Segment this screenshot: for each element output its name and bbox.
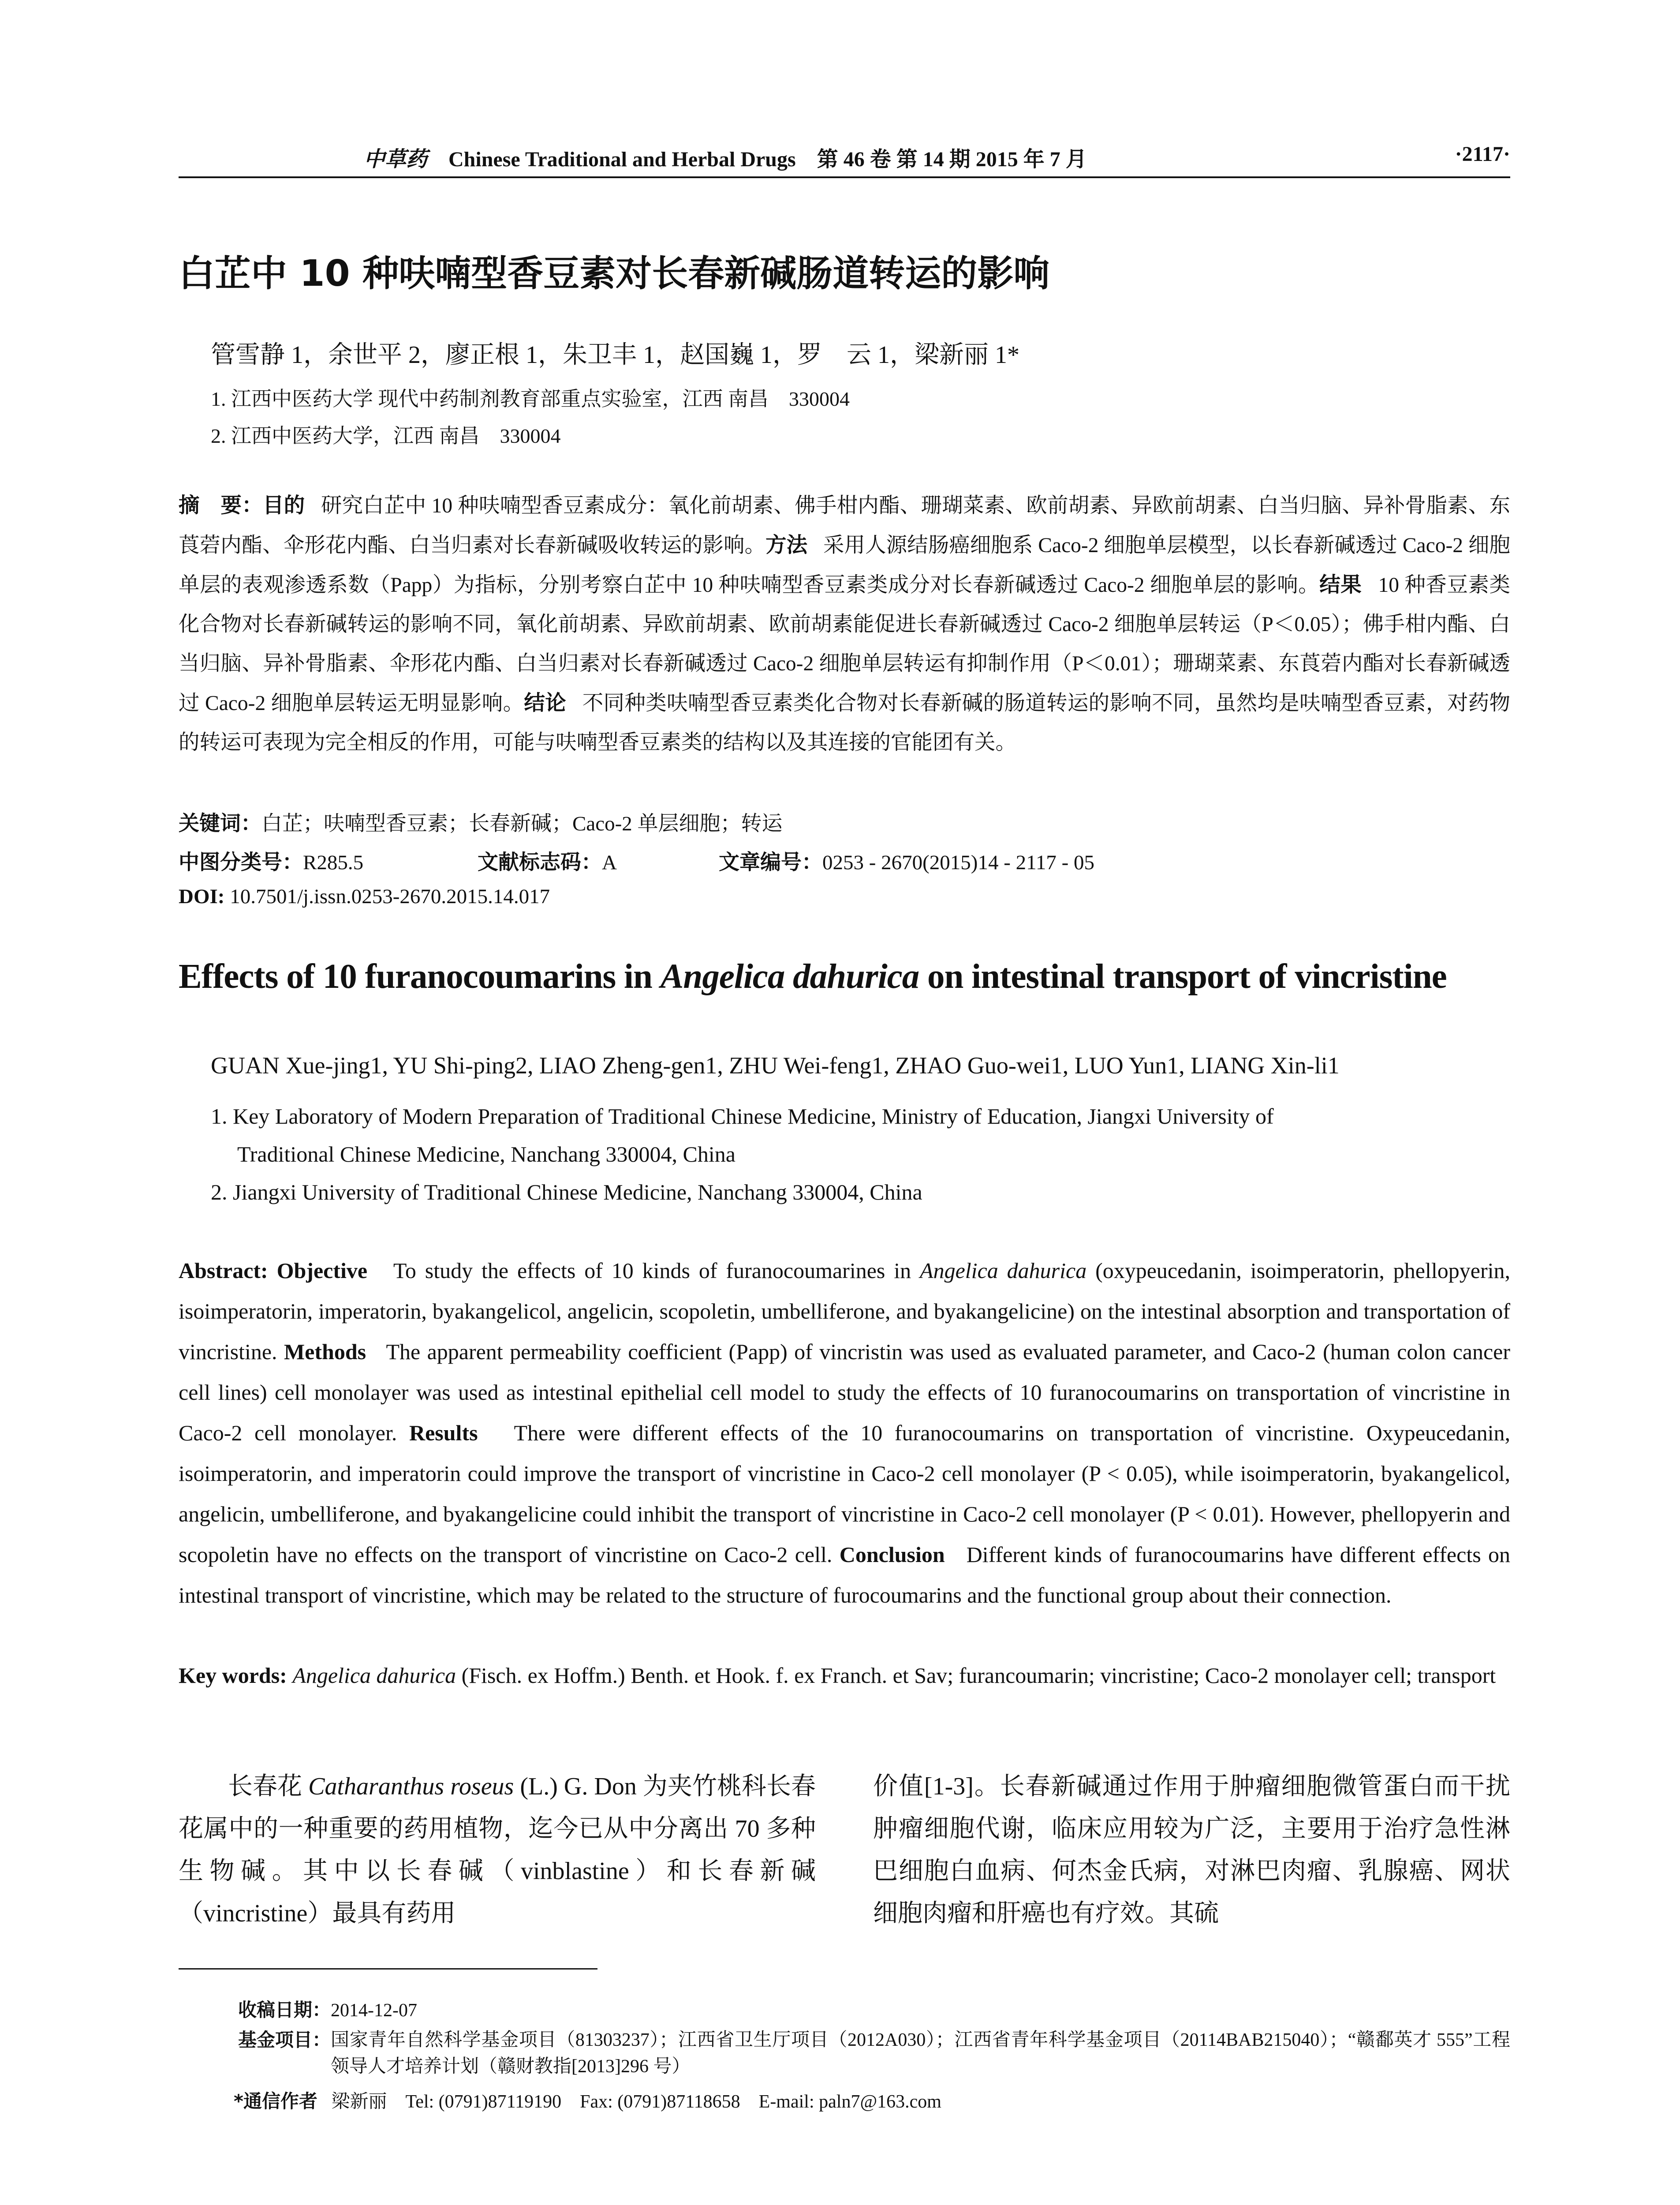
cn-objective-label: 目的	[262, 493, 305, 518]
body-column-right	[873, 1765, 1510, 1935]
cn-conclusion: 不同种类呋喃型香豆素类化合物对长春新碱的肠道转运的影响不同，虽然均是呋喃型香豆素，对药物的转运可表现为完全相反的作用，可能与呋喃型香豆素类的结构以及其连接的官能团有关。	[179, 692, 1510, 754]
body-left-pre: 长春花	[228, 1773, 309, 1800]
corresponding-text: 梁新丽 Tel: (0791)87119190 Fax: (0791)87118658 E-mail: paln7@163.com	[331, 2092, 941, 2112]
en-results-label: Results	[409, 1420, 478, 1445]
en-abstract	[179, 1250, 1510, 1615]
doi-label: DOI:	[179, 885, 225, 908]
en-abstract-label: Abstract:	[179, 1258, 268, 1283]
body-column-left	[179, 1765, 816, 1935]
body-paragraph-left	[179, 1765, 816, 1935]
cn-objective: 研究白芷中 10 种呋喃型香豆素成分：氧化前胡素、佛手柑内酯、珊瑚菜素、欧前胡素、异欧前胡素、白当归脑、异补骨脂素、东莨菪内酯、伞形花内酯、白当归素对长春新碱吸收转运的影响。	[179, 494, 1511, 557]
clc-value: R285.5	[303, 851, 364, 874]
article-no-value: 0253 - 2670(2015)14 - 2117 - 05	[822, 851, 1095, 874]
en-title	[179, 957, 1510, 997]
cn-abstract-label: 摘 要：	[179, 493, 263, 518]
en-affiliation-2: 2. Jiangxi University of Traditional Chinese Medicine, Nanchang 330004, China	[211, 1180, 922, 1204]
en-affiliation-1-line-2: Traditional Chinese Medicine, Nanchang 330004, China	[237, 1142, 735, 1166]
received-label: 收稿日期：	[238, 1999, 331, 2021]
en-conclusion-label: Conclusion	[839, 1542, 945, 1567]
cn-keywords-label: 关键词：	[179, 811, 261, 836]
en-affiliation-1-line-1: 1. Key Laboratory of Modern Preparation of Traditional Chinese Medicine, Ministry of Education, Jiangxi University of	[211, 1104, 1274, 1129]
en-title-species: Angelica dahurica	[660, 957, 919, 996]
cn-title: 白芷中 10 种呋喃型香豆素对长春新碱肠道转运的影响	[179, 253, 1050, 295]
en-objective-pre: To study the effects of 10 kinds of furanocoumarines in	[393, 1258, 920, 1283]
en-affiliation-1	[211, 1097, 1510, 1173]
journal-name-cn: 中草药	[364, 148, 428, 171]
en-keywords-label: Key words:	[179, 1663, 287, 1688]
en-keywords	[179, 1655, 1510, 1696]
cn-results-label: 结果	[1319, 573, 1362, 597]
fund-text: 国家青年自然科学基金项目（81303237）；江西省卫生厅项目（2012A030）；江西省青年科学基金项目（20114BAB215040）；“赣鄱英才 555”工程领导人才培养计划（赣财教指[2013]296 号）	[331, 2030, 1510, 2077]
received-date: 2014-12-07	[331, 2000, 417, 2021]
cn-doc-code	[478, 846, 617, 875]
journal-header	[364, 142, 1087, 172]
corresponding-label: *通信作者	[234, 2090, 317, 2112]
doc-code-value: A	[602, 851, 617, 874]
cn-methods: 采用人源结肠癌细胞系 Caco-2 细胞单层模型，以长春新碱透过 Caco-2 细胞单层的表观渗透系数（Papp）为指标，分别考察白芷中 10 种呋喃型香豆素类成分对长春新碱透过 Caco-2 细胞单层的影响。	[179, 534, 1510, 597]
en-objective-label: Objective	[276, 1258, 368, 1283]
cn-results: 10 种香豆素类化合物对长春新碱转运的影响不同，氧化前胡素、异欧前胡素、欧前胡素能促进长春新碱透过 Caco-2 细胞单层转运（P＜0.05）；佛手柑内酯、白当归脑、异补骨脂素、伞形花内酯、白当归素对长春新碱透过 Caco-2 细胞单层转运有抑制作用（P＜0.01）；珊瑚菜素、东莨菪内酯对长春新碱透过 Caco-2 细胞单层转运无明显影响。	[179, 574, 1511, 715]
en-objective-species: Angelica dahurica	[920, 1258, 1087, 1283]
clc-label: 中图分类号：	[179, 850, 303, 875]
cn-methods-label: 方法	[765, 533, 808, 557]
en-results: There were different effects of the 10 furanocoumarins on transportation of vincristine. Oxypeucedanin, isoimperatorin, and imperatorin could improve the transport of vincristine in Caco-2 cell monolayer (P < 0.05), while isoimperatorin, byakangelicol, angelicin, umbelliferone, and byakangelicine could inhibit the transport of vincristine in Caco-2 cell monolayer (P < 0.01). However, phellopyerin and scopoletin have no effects on the transport of vincristine on Caco-2 cell.	[179, 1420, 1510, 1567]
footnote-rule	[179, 1968, 597, 1970]
cn-affiliation-1: 1. 江西中医药大学 现代中药制剂教育部重点实验室，江西 南昌 330004	[211, 388, 850, 410]
footnote-fund	[238, 2027, 1510, 2080]
footnote-corresponding	[234, 2088, 1504, 2115]
en-methods: The apparent permeability coefficient (Papp) of vincristin was used as evaluated parameter, and Caco-2 (human colon cancer cell lines) cell monolayer was used as intestinal epithelial cell model to study the effects of 10 furanocoumarins on transportation of vincristine in Caco-2 cell monolayer.	[179, 1339, 1511, 1445]
journal-name-en: Chinese Traditional and Herbal Drugs	[448, 148, 796, 171]
running-header	[179, 142, 1510, 171]
cn-article-no	[719, 846, 1094, 875]
en-methods-label: Methods	[284, 1339, 366, 1364]
cn-conclusion-label: 结论	[524, 691, 567, 715]
cn-authors: 管雪静 1，余世平 2，廖正根 1，朱卫丰 1，赵国巍 1，罗 云 1，梁新丽 1*	[211, 341, 1019, 369]
en-title-pre: Effects of 10 furanocoumarins in	[179, 957, 661, 996]
footnote-received	[238, 1997, 1508, 2024]
cn-keywords-text: 白芷；呋喃型香豆素；长春新碱；Caco-2 单层细胞；转运	[261, 812, 783, 835]
en-conclusion: Different kinds of furanocoumarins have different effects on intestinal transport of vincristine, which may be related to the structure of furocoumarins and the functional group about their connection.	[179, 1542, 1510, 1607]
doi-value: 10.7501/j.issn.0253-2670.2015.14.017	[230, 885, 550, 908]
cn-affiliation-2: 2. 江西中医药大学，江西 南昌 330004	[211, 425, 561, 447]
doi-line	[179, 885, 550, 908]
cn-abstract	[179, 486, 1510, 762]
en-authors: GUAN Xue-jing1, YU Shi-ping2, LIAO Zheng-gen1, ZHU Wei-feng1, ZHAO Guo-wei1, LUO Yun1, LIANG Xin-li1	[211, 1052, 1340, 1079]
body-left-species: Catharanthus roseus	[308, 1773, 514, 1800]
en-title-post: on intestinal transport of vincristine	[919, 957, 1447, 996]
cn-keywords	[179, 807, 782, 837]
journal-issue: 第 46 卷 第 14 期 2015 年 7 月	[817, 148, 1087, 171]
body-left-post: (L.) G. Don 为夹竹桃科长春花属中的一种重要的药用植物，迄今已从中分离出 70 多种生物碱。其中以长春碱（vinblastine）和长春新碱（vincristine）最具有药用	[179, 1773, 816, 1927]
en-keywords-species: Angelica dahurica	[292, 1663, 456, 1688]
fund-label: 基金项目：	[238, 2029, 331, 2051]
en-objective-post: (oxypeucedanin, isoimperatorin, phellopyerin, isoimperatorin, imperatorin, byakangelicol, angelicin, scopoletin, umbelliferone, and byakangelicine) on the intestinal absorption and transportation of vincristine.	[179, 1258, 1510, 1364]
page-number: ·2117·	[1455, 142, 1510, 166]
article-no-label: 文章编号：	[719, 850, 822, 875]
cn-classification	[179, 846, 363, 875]
doc-code-label: 文献标志码：	[478, 850, 602, 875]
header-rule	[179, 176, 1510, 178]
en-keywords-text: (Fisch. ex Hoffm.) Benth. et Hook. f. ex Franch. et Sav; furancoumarin; vincristine; Caco-2 monolayer cell; transport	[456, 1663, 1496, 1688]
body-paragraph-right: 价值[1-3]。长春新碱通过作用于肿瘤细胞微管蛋白而干扰肿瘤细胞代谢，临床应用较为广泛，主要用于治疗急性淋巴细胞白血病、何杰金氏病，对淋巴肉瘤、乳腺癌、网状细胞肉瘤和肝癌也有疗效。其硫	[873, 1773, 1510, 1927]
